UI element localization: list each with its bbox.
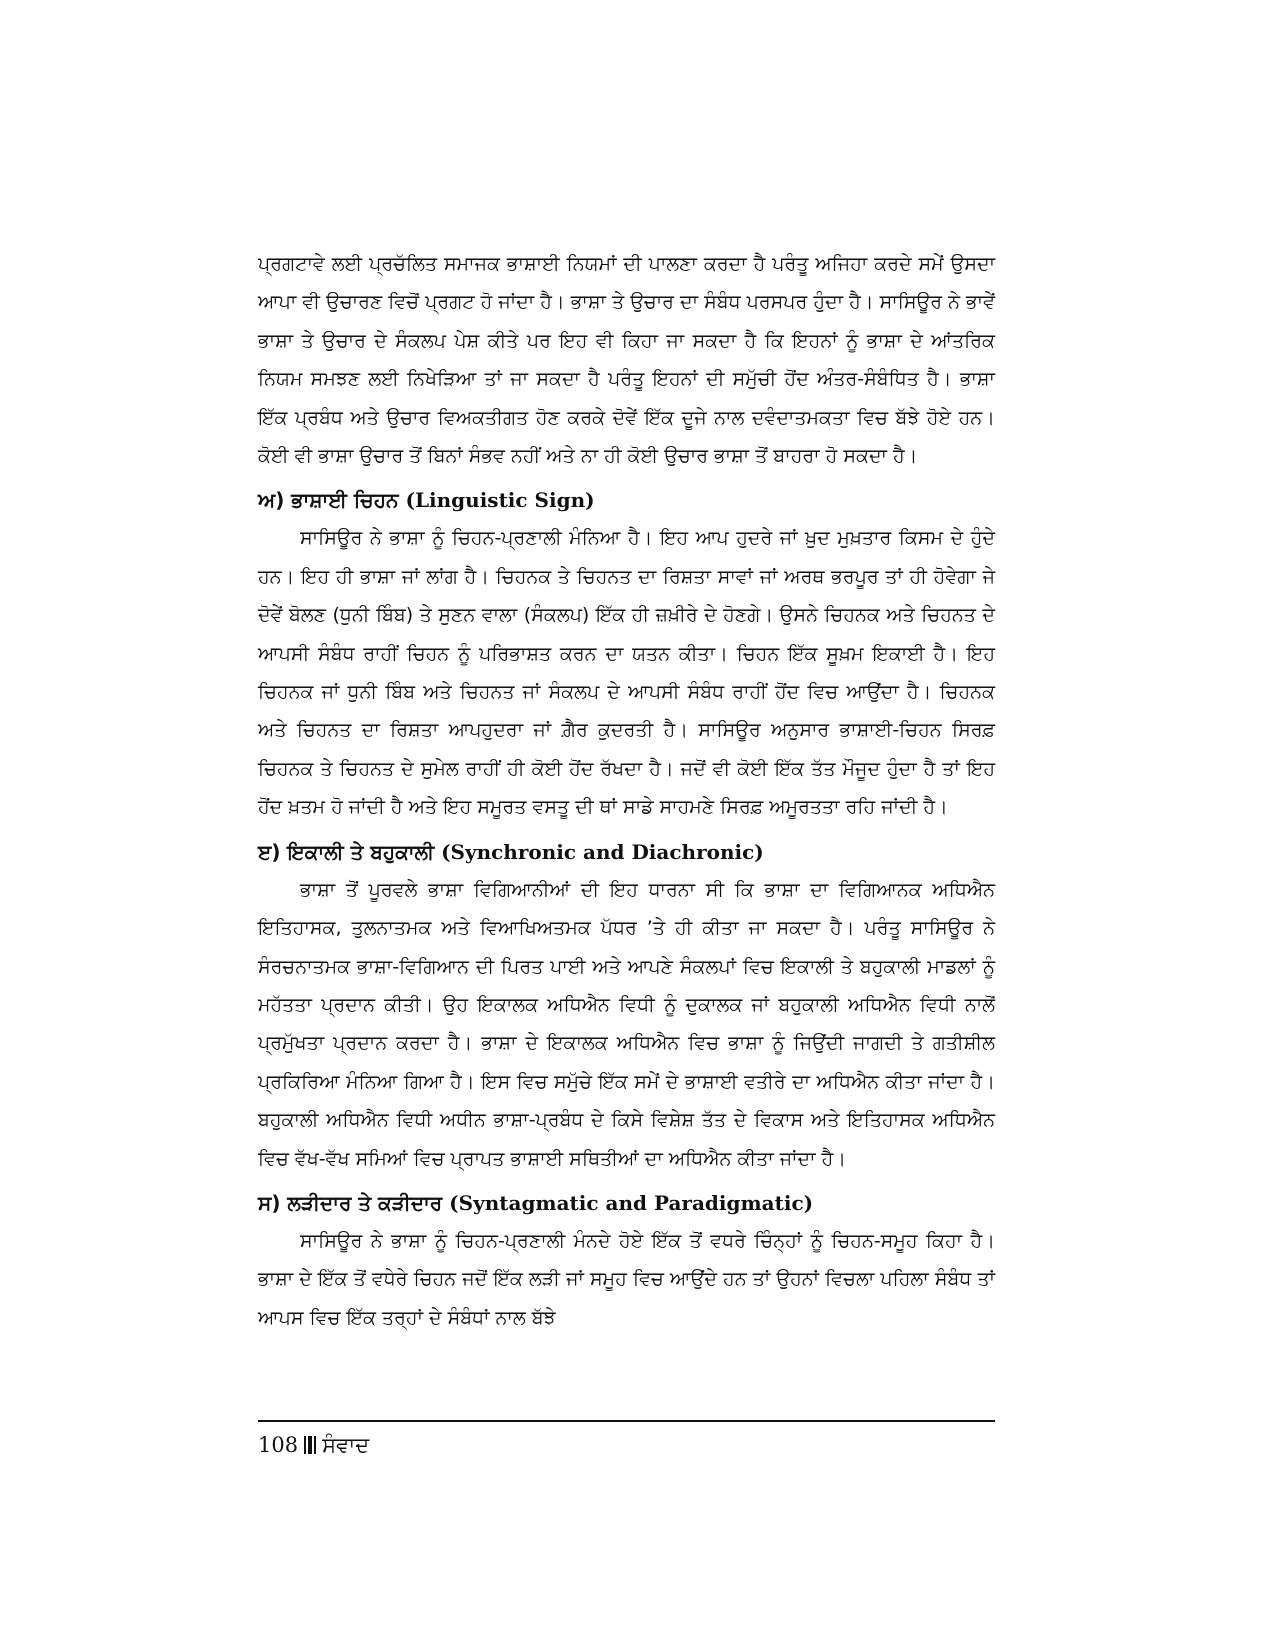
footer-divider — [258, 1420, 995, 1422]
heading-label: ਅ) ਭਾਸ਼ਾਈ ਚਿਹਨ — [258, 488, 399, 513]
syntagmatic-paragraph: ਸਾਸਿਊਰ ਨੇ ਭਾਸ਼ਾ ਨੂੰ ਚਿਹਨ-ਪ੍ਰਣਾਲੀ ਮੰਨਦੇ ਹੋਏ ਇੱਕ ਤੋਂ ਵਧਰੇ ਚਿੰਨ੍ਹਾਂ ਨੂੰ ਚਿਹਨ-ਸਮੂਹ ਕਿਹਾ ਹੈ। ਭਾਸ਼ਾ ਦੇ ਇੱਕ ਤੋਂ ਵਧੇਰੇ ਚਿਹਨ ਜਦੋਂ ਇੱਕ ਲੜੀ ਜਾਂ ਸਮੂਹ ਵਿਚ ਆਉਂਦੇ ਹਨ ਤਾਂ ਉਹਨਾਂ ਵਿਚਲਾ ਪਹਿਲਾ ਸੰਬੰਧ ਤਾਂ ਆਪਸ ਵਿਚ ਇੱਕ ਤਰ੍ਹਾਂ ਦੇ ਸੰਬੰਧਾਂ ਨਾਲ ਬੱਝੇ — [258, 1229, 995, 1329]
intro-paragraph: ਪ੍ਰਗਟਾਵੇ ਲਈ ਪ੍ਰਚੱਲਿਤ ਸਮਾਜਕ ਭਾਸ਼ਾਈ ਨਿਯਮਾਂ ਦੀ ਪਾਲਣਾ ਕਰਦਾ ਹੈ ਪਰੰਤੂ ਅਜਿਹਾ ਕਰਦੇ ਸਮੇਂ ਉਸਦਾ ਆਪਾ ਵੀ ਉਚਾਰਣ ਵਿਚੋਂ ਪ੍ਰਗਟ ਹੋ ਜਾਂਦਾ ਹੈ। ਭਾਸ਼ਾ ਤੇ ਉਚਾਰ ਦਾ ਸੰਬੰਧ ਪਰਸਪਰ ਹੁੰਦਾ ਹੈ। ਸਾਸਿਊਰ ਨੇ ਭਾਵੇਂ ਭਾਸ਼ਾ ਤੇ ਉਚਾਰ ਦੇ ਸੰਕਲਪ ਪੇਸ਼ ਕੀਤੇ ਪਰ ਇਹ ਵੀ ਕਿਹਾ ਜਾ ਸਕਦਾ ਹੈ ਕਿ ਇਹਨਾਂ ਨੂੰ ਭਾਸ਼ਾ ਦੇ ਆਂਤਰਿਕ ਨਿਯਮ ਸਮਝਣ ਲਈ ਨਿਖੇੜਿਆ ਤਾਂ ਜਾ ਸਕਦਾ ਹੈ ਪਰੰਤੂ ਇਹਨਾਂ ਦੀ ਸਮੁੱਚੀ ਹੋਂਦ ਅੰਤਰ-ਸੰਬੰਧਿਤ ਹੈ। ਭਾਸ਼ਾ ਇੱਕ ਪ੍ਰਬੰਧ ਅਤੇ ਉਚਾਰ ਵਿਅਕਤੀਗਤ ਹੋਣ ਕਰਕੇ ਦੋਵੇਂ ਇੱਕ ਦੂਜੇ ਨਾਲ ਦਵੰਦਾਤਮਕਤਾ ਵਿਚ ਬੱਝੇ ਹੋਏ ਹਨ। ਕੋਈ ਵੀ ਭਾਸ਼ਾ ਉਚਾਰ ਤੋਂ ਬਿਨਾਂ ਸੰਭਵ ਨਹੀਂ ਅਤੇ ਨਾ ਹੀ ਕੋਈ ਉਚਾਰ ਭਾਸ਼ਾ ਤੋਂ ਬਾਹਰਾ ਹੋ ਸਕਦਾ ਹੈ। — [258, 253, 995, 468]
heading-english: (Linguistic Sign) — [405, 488, 595, 513]
section-heading-synchronic — [258, 835, 995, 869]
page-footer — [258, 1420, 995, 1460]
section-heading-linguistic-sign — [258, 483, 995, 517]
page-number: 108 — [258, 1433, 299, 1457]
linguistic-sign-paragraph: ਸਾਸਿਊਰ ਨੇ ਭਾਸ਼ਾ ਨੂੰ ਚਿਹਨ-ਪ੍ਰਣਾਲੀ ਮੰਨਿਆ ਹੈ। ਇਹ ਆਪ ਹੁਦਰੇ ਜਾਂ ਖ਼ੁਦ ਮੁਖ਼ਤਾਰ ਕਿਸਮ ਦੇ ਹੁੰਦੇ ਹਨ। ਇਹ ਹੀ ਭਾਸ਼ਾ ਜਾਂ ਲਾਂਗ ਹੈ। ਚਿਹਨਕ ਤੇ ਚਿਹਨਤ ਦਾ ਰਿਸ਼ਤਾ ਸਾਵਾਂ ਜਾਂ ਅਰਥ ਭਰਪੂਰ ਤਾਂ ਹੀ ਹੋਵੇਗਾ ਜੇ ਦੋਵੇਂ ਬੋਲਣ (ਧੁਨੀ ਬਿੰਬ) ਤੇ ਸੁਣਨ ਵਾਲਾ (ਸੰਕਲਪ) ਇੱਕ ਹੀ ਜ਼ਖ਼ੀਰੇ ਦੇ ਹੋਣਗੇ। ਉਸਨੇ ਚਿਹਨਕ ਅਤੇ ਚਿਹਨਤ ਦੇ ਆਪਸੀ ਸੰਬੰਧ ਰਾਹੀਂ ਚਿਹਨ ਨੂੰ ਪਰਿਭਾਸ਼ਤ ਕਰਨ ਦਾ ਯਤਨ ਕੀਤਾ। ਚਿਹਨ ਇੱਕ ਸੂਖ਼ਮ ਇਕਾਈ ਹੈ। ਇਹ ਚਿਹਨਕ ਜਾਂ ਧੁਨੀ ਬਿੰਬ ਅਤੇ ਚਿਹਨਤ ਜਾਂ ਸੰਕਲਪ ਦੇ ਆਪਸੀ ਸੰਬੰਧ ਰਾਹੀਂ ਹੋਂਦ ਵਿਚ ਆਉਂਦਾ ਹੈ। ਚਿਹਨਕ ਅਤੇ ਚਿਹਨਤ ਦਾ ਰਿਸ਼ਤਾ ਆਪਹੁਦਰਾ ਜਾਂ ਗ਼ੈਰ ਕੁਦਰਤੀ ਹੈ। ਸਾਸਿਊਰ ਅਨੁਸਾਰ ਭਾਸ਼ਾਈ-ਚਿਹਨ ਸਿਰਫ਼ ਚਿਹਨਕ ਤੇ ਚਿਹਨਤ ਦੇ ਸੁਮੇਲ ਰਾਹੀਂ ਹੀ ਕੋਈ ਹੋਂਦ ਰੱਖਦਾ ਹੈ। ਜਦੋਂ ਵੀ ਕੋਈ ਇੱਕ ਤੱਤ ਮੌਜੂਦ ਹੁੰਦਾ ਹੈ ਤਾਂ ਇਹ ਹੋਂਦ ਖ਼ਤਮ ਹੋ ਜਾਂਦੀ ਹੈ ਅਤੇ ਇਹ ਸਮੂਰਤ ਵਸਤੂ ਦੀ ਥਾਂ ਸਾਡੇ ਸਾਹਮਣੇ ਸਿਰਫ਼ ਅਮੂਰਤਤਾ ਰਹਿ ਜਾਂਦੀ ਹੈ। — [258, 527, 995, 819]
footer-line — [258, 1430, 995, 1460]
page-content — [258, 245, 995, 1337]
heading-label: ੲ) ਇਕਾਲੀ ਤੇ ਬਹੁਕਾਲੀ — [258, 839, 435, 864]
synchronic-paragraph: ਭਾਸ਼ਾ ਤੋਂ ਪੂਰਵਲੇ ਭਾਸ਼ਾ ਵਿਗਿਆਨੀਆਂ ਦੀ ਇਹ ਧਾਰਨਾ ਸੀ ਕਿ ਭਾਸ਼ਾ ਦਾ ਵਿਗਿਆਨਕ ਅਧਿਐਨ ਇਤਿਹਾਸਕ, ਤੁਲਨਾਤਮਕ ਅਤੇ ਵਿਆਖਿਅਤਮਕ ਪੱਧਰ ’ਤੇ ਹੀ ਕੀਤਾ ਜਾ ਸਕਦਾ ਹੈ। ਪਰੰਤੂ ਸਾਸਿਊਰ ਨੇ ਸੰਰਚਨਾਤਮਕ ਭਾਸ਼ਾ-ਵਿਗਿਆਨ ਦੀ ਪਿਰਤ ਪਾਈ ਅਤੇ ਆਪਣੇ ਸੰਕਲਪਾਂ ਵਿਚ ਇਕਾਲੀ ਤੇ ਬਹੁਕਾਲੀ ਮਾਡਲਾਂ ਨੂੰ ਮਹੱਤਤਾ ਪ੍ਰਦਾਨ ਕੀਤੀ। ਉਹ ਇਕਾਲਕ ਅਧਿਐਨ ਵਿਧੀ ਨੂੰ ਦੁਕਾਲਕ ਜਾਂ ਬਹੁਕਾਲੀ ਅਧਿਐਨ ਵਿਧੀ ਨਾਲੋਂ ਪ੍ਰਮੁੱਖਤਾ ਪ੍ਰਦਾਨ ਕਰਦਾ ਹੈ। ਭਾਸ਼ਾ ਦੇ ਇਕਾਲਕ ਅਧਿਐਨ ਵਿਚ ਭਾਸ਼ਾ ਨੂੰ ਜਿਉਂਦੀ ਜਾਗਦੀ ਤੇ ਗਤੀਸ਼ੀਲ ਪ੍ਰਕਿਰਿਆ ਮੰਨਿਆ ਗਿਆ ਹੈ। ਇਸ ਵਿਚ ਸਮੁੱਚੇ ਇੱਕ ਸਮੇਂ ਦੇ ਭਾਸ਼ਾਈ ਵਤੀਰੇ ਦਾ ਅਧਿਐਨ ਕੀਤਾ ਜਾਂਦਾ ਹੈ। ਬਹੁਕਾਲੀ ਅਧਿਐਨ ਵਿਧੀ ਅਧੀਨ ਭਾਸ਼ਾ-ਪ੍ਰਬੰਧ ਦੇ ਕਿਸੇ ਵਿਸ਼ੇਸ਼ ਤੱਤ ਦੇ ਵਿਕਾਸ ਅਤੇ ਇਤਿਹਾਸਕ ਅਧਿਐਨ ਵਿਚ ਵੱਖ-ਵੱਖ ਸਮਿਆਂ ਵਿਚ ਪ੍ਰਾਪਤ ਭਾਸ਼ਾਈ ਸਥਿਤੀਆਂ ਦਾ ਅਧਿਐਨ ਕੀਤਾ ਜਾਂਦਾ ਹੈ। — [258, 878, 995, 1170]
bars-ornament-icon — [304, 1436, 316, 1454]
heading-english: (Synchronic and Diachronic) — [441, 839, 764, 864]
section-heading-syntagmatic — [258, 1186, 995, 1220]
journal-title: ਸੰਵਾਦ — [322, 1433, 370, 1457]
heading-label: ਸ) ਲੜੀਦਾਰ ਤੇ ਕੜੀਦਾਰ — [258, 1190, 443, 1215]
heading-english: (Syntagmatic and Paradigmatic) — [449, 1190, 814, 1215]
